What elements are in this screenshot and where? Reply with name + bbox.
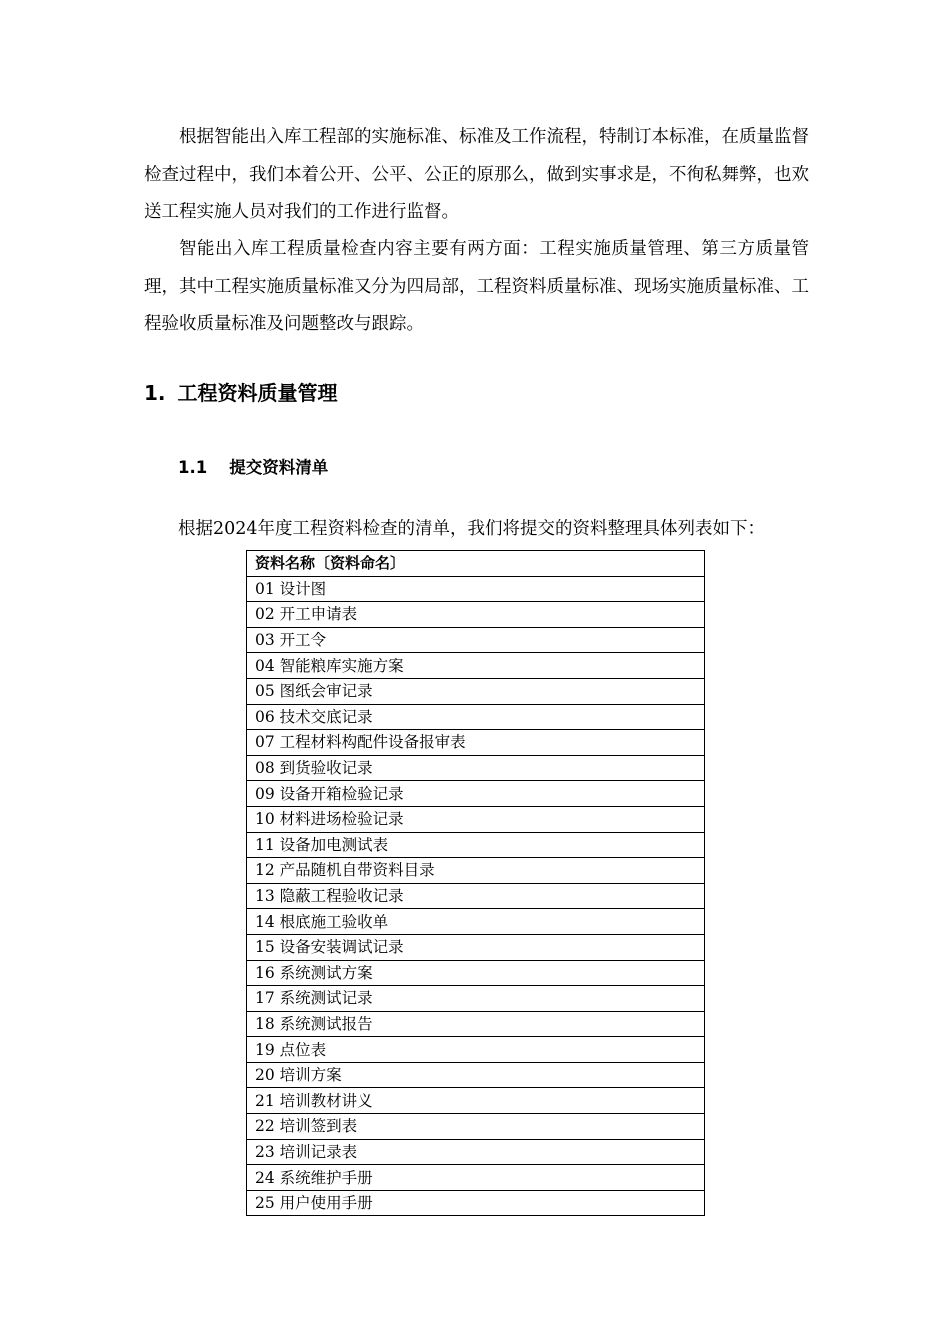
table-row	[247, 883, 705, 909]
body-paragraph-2: 智能出入库工程质量检查内容主要有两方面：工程实施质量管理、第三方质量管理，其中工程实施质量标准又分为四局部，工程资料质量标准、现场实施质量标准、工程验收质量标准及问题整改与跟踪。	[144, 239, 809, 334]
table-header-row	[247, 551, 705, 577]
table-row	[247, 730, 705, 756]
document-name-cell: 19 点位表	[247, 1037, 705, 1063]
table-row	[247, 986, 705, 1012]
table-row	[247, 1088, 705, 1114]
table-row	[247, 678, 705, 704]
table-row	[247, 832, 705, 858]
table-header-cell: 资料名称〔资料命名〕	[247, 551, 705, 577]
document-name-cell: 12 产品随机自带资料目录	[247, 858, 705, 884]
table-row	[247, 627, 705, 653]
document-name-cell: 04 智能粮库实施方案	[247, 653, 705, 679]
table-row	[247, 1114, 705, 1140]
table-row	[247, 960, 705, 986]
document-name-cell: 01 设计图	[247, 576, 705, 602]
document-name-cell: 02 开工申请表	[247, 602, 705, 628]
document-name-cell: 03 开工令	[247, 627, 705, 653]
document-name-cell: 07 工程材料构配件设备报审表	[247, 730, 705, 756]
document-name-cell: 10 材料进场检验记录	[247, 806, 705, 832]
section-heading	[144, 377, 338, 409]
document-name-cell: 24 系统维护手册	[247, 1165, 705, 1191]
table-row	[247, 858, 705, 884]
table-row	[247, 1062, 705, 1088]
table-row	[247, 1190, 705, 1216]
document-name-cell: 18 系统测试报告	[247, 1011, 705, 1037]
document-name-cell: 11 设备加电测试表	[247, 832, 705, 858]
section-title: 工程资料质量管理	[177, 381, 338, 405]
subsection-title: 提交资料清单	[229, 458, 329, 477]
table-intro-text: 根据2024年度工程资料检查的清单，我们将提交的资料整理具体列表如下：	[178, 519, 766, 539]
table-row	[247, 602, 705, 628]
table-row	[247, 704, 705, 730]
table-row	[247, 653, 705, 679]
document-name-cell: 15 设备安装调试记录	[247, 934, 705, 960]
document-name-cell: 21 培训教材讲义	[247, 1088, 705, 1114]
document-name-cell: 22 培训签到表	[247, 1114, 705, 1140]
table-row	[247, 1011, 705, 1037]
document-name-cell: 08 到货验收记录	[247, 755, 705, 781]
table-row	[247, 1037, 705, 1063]
section-number: 1.	[144, 381, 166, 405]
document-list-table	[246, 550, 705, 1216]
document-name-cell: 05 图纸会审记录	[247, 678, 705, 704]
body-paragraph-1: 根据智能出入库工程部的实施标准、标准及工作流程，特制订本标准，在质量监督检查过程中，我们本着公开、公平、公正的原那么，做到实事求是，不徇私舞弊，也欢送工程实施人员对我们的工作进行监督。	[144, 127, 809, 222]
table-row	[247, 909, 705, 935]
table-row	[247, 781, 705, 807]
document-name-cell: 25 用户使用手册	[247, 1190, 705, 1216]
table-row	[247, 576, 705, 602]
document-name-cell: 16 系统测试方案	[247, 960, 705, 986]
table-row	[247, 1139, 705, 1165]
document-name-cell: 20 培训方案	[247, 1062, 705, 1088]
document-name-cell: 23 培训记录表	[247, 1139, 705, 1165]
document-name-cell: 13 隐蔽工程验收记录	[247, 883, 705, 909]
table-row	[247, 755, 705, 781]
document-name-cell: 09 设备开箱检验记录	[247, 781, 705, 807]
subsection-number: 1.1	[178, 458, 208, 477]
document-name-cell: 17 系统测试记录	[247, 986, 705, 1012]
subsection-heading	[178, 454, 328, 482]
document-name-cell: 06 技术交底记录	[247, 704, 705, 730]
table-body	[247, 576, 705, 1216]
document-name-cell: 14 根底施工验收单	[247, 909, 705, 935]
table-row	[247, 1165, 705, 1191]
table-row	[247, 806, 705, 832]
table-row	[247, 934, 705, 960]
